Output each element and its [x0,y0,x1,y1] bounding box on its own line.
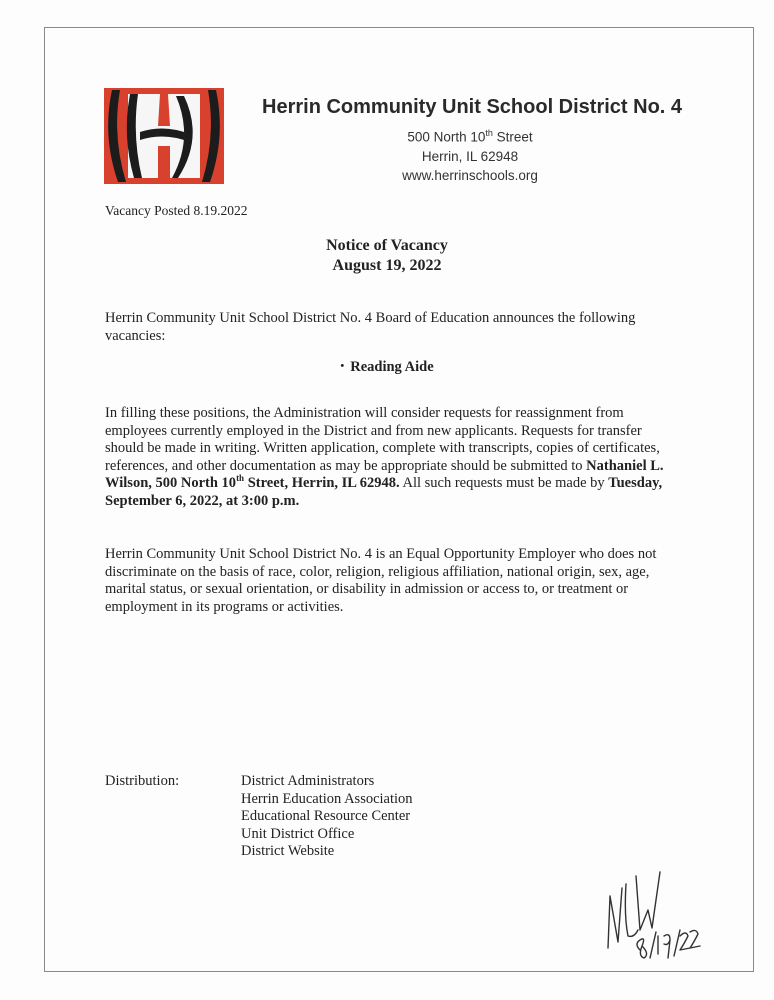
district-name: Herrin Community Unit School District No. 4 [262,96,683,118]
posted-date: Vacancy Posted 8.19.2022 [105,203,248,218]
signature-initial-n [608,888,622,948]
distribution-recipient: District Website [241,843,335,859]
vacancy-list-item [0,359,774,376]
signature-date-slash1 [650,932,656,958]
distribution-label: Distribution: [105,773,180,789]
district-address [340,124,600,185]
vacancy-title: Reading Aide [350,359,434,375]
signature-date-slash2 [674,930,680,956]
signature-date-8 [637,939,647,958]
signature-date-19 [658,935,670,958]
signature-initial-w [636,872,660,930]
address-city: Herrin, IL 62948 [421,148,519,164]
signature-initial-l [625,884,638,936]
contact-info: Nathaniel L. Wilson, 500 North 10th Street, Herrin, IL 62948. [105,457,664,491]
signature-date-22 [680,930,700,950]
notice-heading [0,236,774,276]
district-logo [104,88,224,184]
deadline: Tuesday, September 6, 2022, at 3:00 p.m. [105,475,663,509]
notice-title: Notice of Vacancy [326,237,448,254]
distribution-recipient: Unit District Office [241,825,355,842]
distribution-list [241,773,413,861]
bullet-icon: • [340,360,345,372]
notice-date: August 19, 2022 [332,257,442,274]
eoe-paragraph: Herrin Community Unit School District No. 4 is an Equal Opportunity Employer who does not discriminate on the basis of race, color, religion, religious affiliation, national origin, sex, age, marital status, or sexual orientation, or disability in admission or access to, or treatment or employment in its programs or activities. [105,546,657,615]
requests-paragraph: In filling these positions, the Administration will consider requests for reassignment from employees currently employed in the District and from new applicants. Requests for transfer should be made in writing. Written application, complete with transcripts, copies of certificates, references, and other documentation as may be appropriate should be submitted to Nathaniel L. Wilson, 500 North 10th Street, Herrin, IL 62948. All such requests must be made by Tuesday, September 6, 2022, at 3:00 p.m. [105,405,664,509]
distribution-recipient: Educational Resource Center [241,808,411,824]
distribution-recipient: District Administrators [241,773,375,789]
handwritten-signature [594,866,704,964]
website-link[interactable]: www.herrinschools.org [402,167,538,183]
distribution-recipient: Herrin Education Association [241,790,413,807]
address-street: 500 North 10th Street [407,128,533,145]
intro-paragraph: Herrin Community Unit School District No. 4 Board of Education announces the following vacancies: [105,310,636,344]
